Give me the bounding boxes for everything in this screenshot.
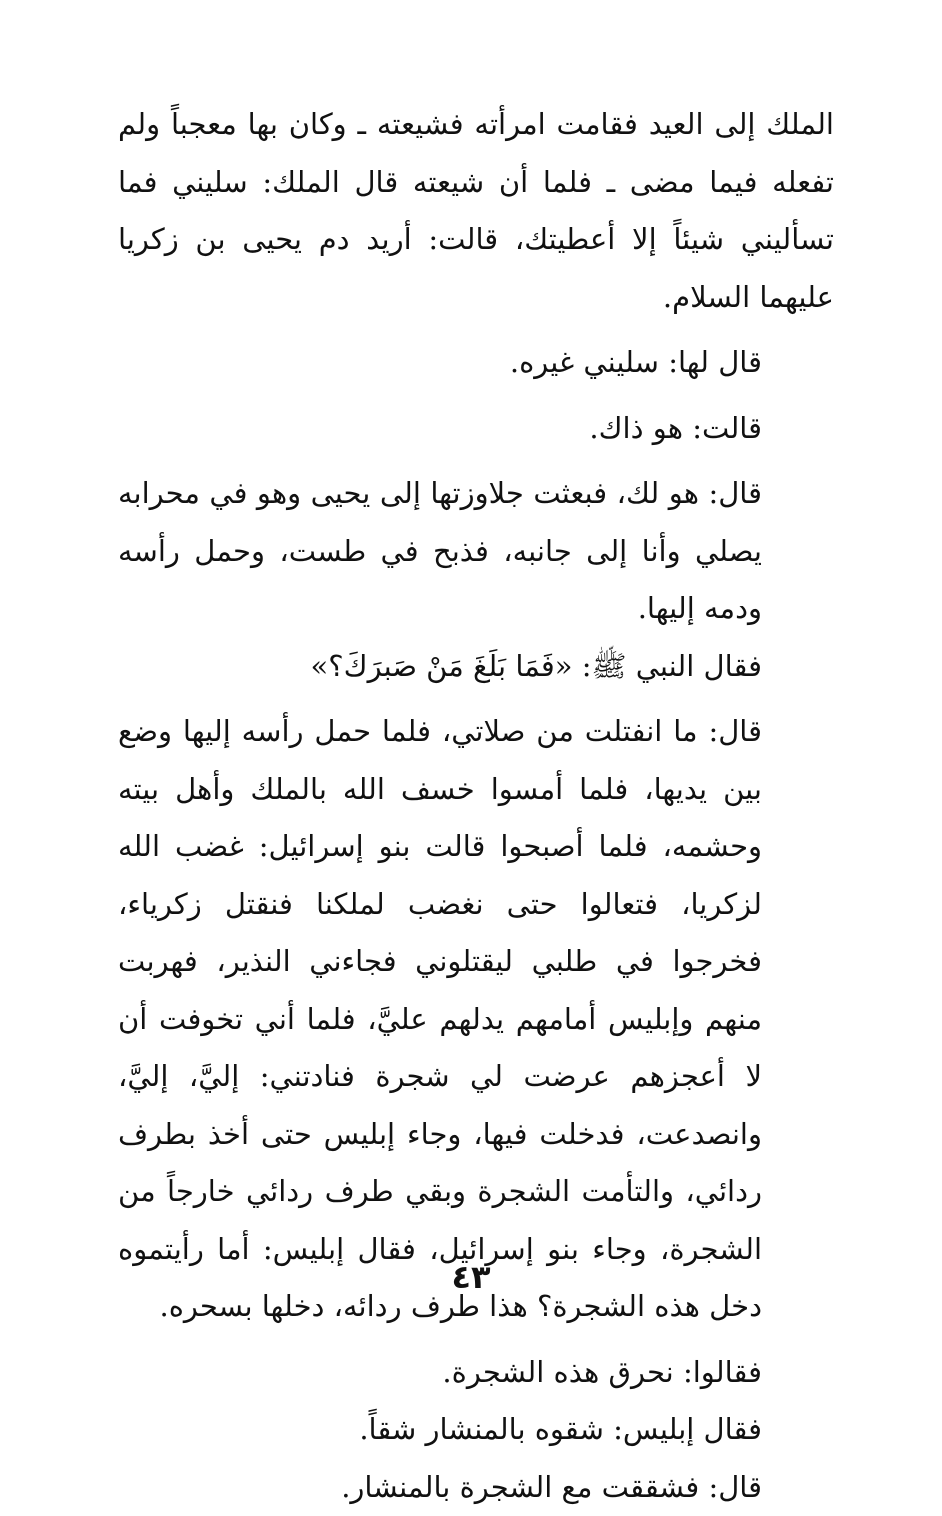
paragraph-7: فقالوا: نحرق هذه الشجرة. — [118, 1344, 834, 1402]
page-body-text — [118, 96, 834, 1516]
paragraph-3: قالت: هو ذاك. — [118, 400, 834, 458]
paragraph-5: فقال النبي ﷺ: «فَمَا بَلَغَ مَنْ صَبرَكَ؟» — [118, 638, 834, 696]
paragraph-9: قال: فشققت مع الشجرة بالمنشار. — [118, 1459, 834, 1516]
paragraph-2: قال لها: سليني غيره. — [118, 334, 834, 392]
paragraph-4: قال: هو لك، فبعثت جلاوزتها إلى يحيى وهو في محرابه يصلي وأنا إلى جانبه، فذبح في طست، وحمل رأسه ودمه إليها. — [118, 465, 834, 638]
page-number: ٤٣ — [0, 1258, 942, 1296]
paragraph-1: الملك إلى العيد فقامت امرأته فشيعته ـ وكان بها معجباً ولم تفعله فيما مضى ـ فلما أن شيعته قال الملك: سليني فما تسأليني شيئاً إلا أعطيتك، قالت: أريد دم يحيى بن زكريا عليهما السلام. — [118, 96, 834, 326]
paragraph-8: فقال إبليس: شقوه بالمنشار شقاً. — [118, 1401, 834, 1459]
paragraph-6: قال: ما انفتلت من صلاتي، فلما حمل رأسه إليها وضع بين يديها، فلما أمسوا خسف الله بالملك وأهل بيته وحشمه، فلما أصبحوا قالت بنو إسرائيل: غضب الله لزكريا، فتعالوا حتى نغضب لملكنا فنقتل زكرياء، فخرجوا في طلبي ليقتلوني فجاءني النذير، فهربت منهم وإبليس أمامهم يدلهم عليَّ، فلما أني تخوفت أن لا أعجزهم عرضت لي شجرة فنادتني: إليَّ، إليَّ، وانصدعت، فدخلت فيها، وجاء إبليس حتى أخذ بطرف ردائي، والتأمت الشجرة وبقي طرف ردائي خارجاً من الشجرة، وجاء بنو إسرائيل، فقال إبليس: أما رأيتموه دخل هذه الشجرة؟ هذا طرف ردائه، دخلها بسحره. — [118, 703, 834, 1336]
